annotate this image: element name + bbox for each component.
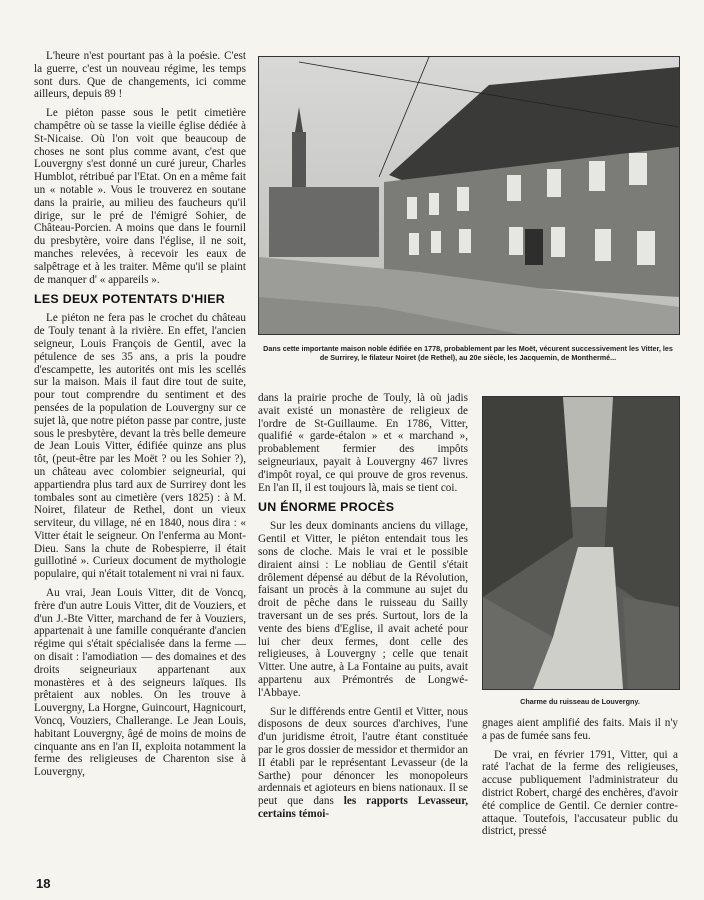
paragraph: Sur les deux dominants anciens du village, Gentil et Vitter, le piéton entendait tous les sons de cloche. Mais le vrai et le possible diraient ainsi : Le nobliau de Gentil s'était drôlement dépensé au début de la Révolution, faisant un procès à la commune au sujet du droit de pêche dans le ruisseau du Sailly traversant un de ses prés. Surtout, lors de la vente des biens d'Eglise, il avait acheté pour lui cher deux fermes, dont celle des religieuses, à Louvergny ; celle que tenait Vitter. Une autre, à La Fontaine au puits, avait appartenu aux Prémontrés de Longwé-l'Abbaye.	[258, 520, 468, 699]
caption-house: Dans cette importante maison noble édifiée en 1778, probablement par les Moët, vécurent successivement les Vitter, les de Surrirey, le filateur Noiret (de Rethel), au 20e siècle, les Jacquemin, de Monthermé...	[263, 344, 673, 362]
photo-stream	[482, 396, 680, 690]
page-number: 18	[36, 876, 51, 891]
paragraph-text-bold: les rapports Levasseur, certains témoi-	[258, 795, 468, 820]
paragraph: L'heure n'est pourtant pas à la poésie. C'est la guerre, c'est un nouveau régime, les temps sont durs. Que de changements, ici comme ailleurs, depuis 89 !	[34, 50, 246, 101]
paragraph: Le piéton passe sous le petit cimetière champêtre où se tasse la vieille église dédiée à St-Nicaise. Où l'on voit que beaucoup de choses ne sont plus comme avant, c'est que Louvergny s'est donné un curé jureur, Charles Humblot, rétribué par l'Etat. On en a même fait un « notable ». Vous le trouverez en soutane dans la prairie, au milieu des faucheurs qu'il dirige, sur le pré de l'émigré Sohier, de Château-Porcien. A moins que dans le fournil du presbytère, voire dans l'église, il ne soit, manches relevées, à recevoir les eaux de salpêtrage et à les traiter. Même qu'il se plaint de manquer d' « appareils ».	[34, 107, 246, 286]
caption-stream: Charme du ruisseau de Louvergny.	[520, 697, 640, 706]
section-heading: LES DEUX POTENTATS D'HIER	[34, 292, 226, 307]
paragraph	[258, 706, 468, 821]
column-left	[34, 50, 246, 785]
column-middle	[258, 392, 468, 827]
paragraph: dans la prairie proche de Touly, là où jadis avait existé un monastère de religieux de l'ordre de St-Guillaume. En 1786, Vitter, qualifié « garde-étalon » et « marchand », probablement fermier des impôts seigneuriaux, payait à Louvergny 467 livres d'impôt royal, ce qui prouve de gros revenus. En l'an II, il est toujours là, mais se tient coi.	[258, 392, 468, 494]
paragraph-text: Sur le différends entre Gentil et Vitter, nous disposons de deux sources d'archives, l'une d'un juridisme étroit, l'autre étant constituée par le gros dossier de messidor et thermidor an II établi par le représentant Levasseur (de la Sarthe) pour dénoncer les monopoleurs ardennais et agioteurs en biens nationaux. Il se peut que dans	[258, 705, 468, 808]
paragraph: Le piéton ne fera pas le crochet du château de Touly tenant à la rivière. En effet, l'ancien seigneur, Louis François de Gentil, avec la pétulence de ses 35 ans, a pris la poudre d'escampette, les autorités ont mis les scellés sur la maison. Mais il faut dire tout de suite, pour tout comprendre du sentiment et des pensées de la population de Louvergny sur ce sujet là, que notre piéton passe par contre, juste sous le presbytère, devant la très belle demeure de Jean Louis Vitter, édifiée quinze ans plus tôt, (peut-être par les Moët ? ou les Sohier ?), un château avec colombier seigneurial, qui appartiendra plus tard aux de Surrirey dont les tombales sont au cimetière (vers 1825) : à M. Noiret, filateur de Rethel, dont un vieux serviteur, du village, né en 1840, nous dira : « Vitter était le seigneur. On l'enferma au Mont-Dieu. Sans la chute de Robespierre, il était guillotiné ». Curieux document de mythologie populaire, qui n'était totalement ni vrai ni faux.	[34, 312, 246, 581]
paragraph: Au vrai, Jean Louis Vitter, dit de Voncq, frère d'un autre Louis Vitter, dit de Vouziers, et d'un J.-Bte Vitter, marchand de fer à Vouziers, appartenait à une famille conquérante d'ancien régime qui s'était spécialisée dans la ferme — on disait : l'amodiation — des domaines et des droits seigneuriaux appartenant aux monastères et à des seigneurs laïques. Ils prêtaient aux nobles. On les trouve à Louvergny, La Horgne, Guincourt, Hagnicourt, Voncq, Vouziers, Challerange. Le Jean Louis, habitant Louvergny, âgé de moins de moins de cinquante ans en l'an II, exploita notamment la ferme des religieuses de Charenton sise à Louvergny,	[34, 587, 246, 779]
section-heading: UN ÉNORME PROCÈS	[258, 500, 395, 515]
paragraph: gnages aient amplifié des faits. Mais il n'y a pas de fumée sans feu.	[482, 717, 678, 742]
column-right	[482, 717, 678, 844]
paragraph: De vrai, en février 1791, Vitter, qui a raté l'achat de la ferme des religieuses, accuse publiquement l'administrateur du district Robert, chargé des enchères, d'avoir été complice de Gentil. Ce dernier contre-attaque. Toutefois, l'accusateur public du district, pressé	[482, 748, 678, 838]
photo-noble-house	[258, 56, 680, 335]
